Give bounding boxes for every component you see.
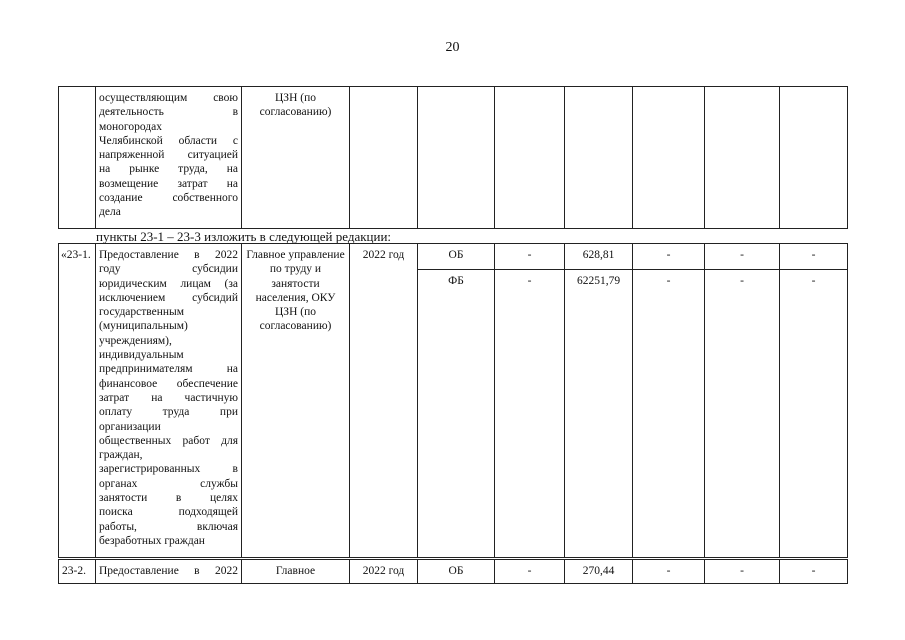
value-cell: [565, 87, 633, 229]
description-line: напряженной ситуацией: [99, 149, 238, 162]
description-cell: Предоставление в 2022: [96, 560, 242, 584]
row-number: 23-2.: [59, 560, 96, 584]
table-row-23-2: [58, 559, 847, 584]
description-line: органах службы: [99, 477, 238, 490]
description-line: году субсидии: [99, 263, 238, 276]
description-line: моногородах: [99, 120, 162, 133]
value-cell: -: [780, 270, 848, 558]
row-number: «23-1.: [59, 244, 96, 558]
description-line: занятости в целях: [99, 492, 238, 505]
value-cell: 270,44: [565, 560, 633, 584]
value-cell: [705, 87, 780, 229]
funding-source: ОБ: [418, 244, 495, 270]
table-row: [59, 560, 848, 584]
description-line: юридическим лицам (за: [99, 277, 238, 290]
year-cell: [350, 87, 418, 229]
description-cell: [96, 87, 242, 229]
table-row: [59, 244, 848, 270]
amendment-text: пункты 23-1 – 23-3 изложить в следующей редакции:: [96, 229, 392, 244]
value-cell: -: [495, 244, 565, 270]
description-line: государственным: [99, 306, 185, 319]
description-line: оплату труда при: [99, 406, 238, 419]
executor-cell: Главное управление по труду и занятости населения, ОКУ ЦЗН (по согласованию): [242, 244, 350, 558]
value-cell: -: [780, 244, 848, 270]
executor-cell: ЦЗН (по согласованию): [242, 87, 350, 229]
value-cell: -: [495, 560, 565, 584]
value-cell: -: [495, 270, 565, 558]
funding-source: ФБ: [418, 270, 495, 558]
description-line: осуществляющим свою: [99, 92, 238, 104]
funding-source: ОБ: [418, 560, 495, 584]
description-line: безработных граждан: [99, 534, 205, 547]
description-line: деятельность в: [99, 106, 238, 119]
description-line: учреждениям),: [99, 334, 172, 347]
description-line: создание собственного: [99, 192, 238, 205]
year-cell: 2022 год: [350, 244, 418, 558]
row-number-cell: [59, 87, 96, 229]
value-cell: [780, 87, 848, 229]
value-cell: -: [705, 270, 780, 558]
value-cell: -: [633, 560, 705, 584]
description-line: Челябинской области с: [99, 134, 238, 147]
value-cell: 62251,79: [565, 270, 633, 558]
description-line: Предоставление в 2022: [99, 249, 238, 261]
value-cell: -: [633, 270, 705, 558]
year-cell: 2022 год: [350, 560, 418, 584]
description-line: общественных работ для: [99, 434, 238, 447]
description-line: граждан,: [99, 449, 143, 462]
description-line: дела: [99, 206, 121, 219]
description-line: поиска подходящей: [99, 506, 238, 519]
description-line: организации: [99, 420, 161, 433]
description-line: затрат на частичную: [99, 391, 238, 404]
description-line: финансовое обеспечение: [99, 377, 238, 390]
value-cell: -: [705, 560, 780, 584]
description-line: работы, включая: [99, 520, 238, 533]
value-cell: [633, 87, 705, 229]
table-row: [59, 87, 848, 229]
description-line: на рынке труда, на: [99, 163, 238, 176]
value-cell: -: [705, 244, 780, 270]
table-row-23-1: [58, 243, 847, 558]
description-cell: [96, 244, 242, 558]
value-cell: -: [633, 244, 705, 270]
description-line: исключением субсидий: [99, 291, 238, 304]
value-cell: [495, 87, 565, 229]
value-cell: 628,81: [565, 244, 633, 270]
description-line: предпринимателям на: [99, 363, 238, 376]
description-line: зарегистрированных в: [99, 463, 238, 476]
table-continuation: [58, 86, 847, 229]
value-cell: -: [780, 560, 848, 584]
executor-cell: Главное: [242, 560, 350, 584]
page-number: 20: [445, 40, 460, 55]
description-line: индивидуальным: [99, 349, 184, 362]
description-line: возмещение затрат на: [99, 177, 238, 190]
source-cell: [418, 87, 495, 229]
description-line: (муниципальным): [99, 320, 188, 333]
